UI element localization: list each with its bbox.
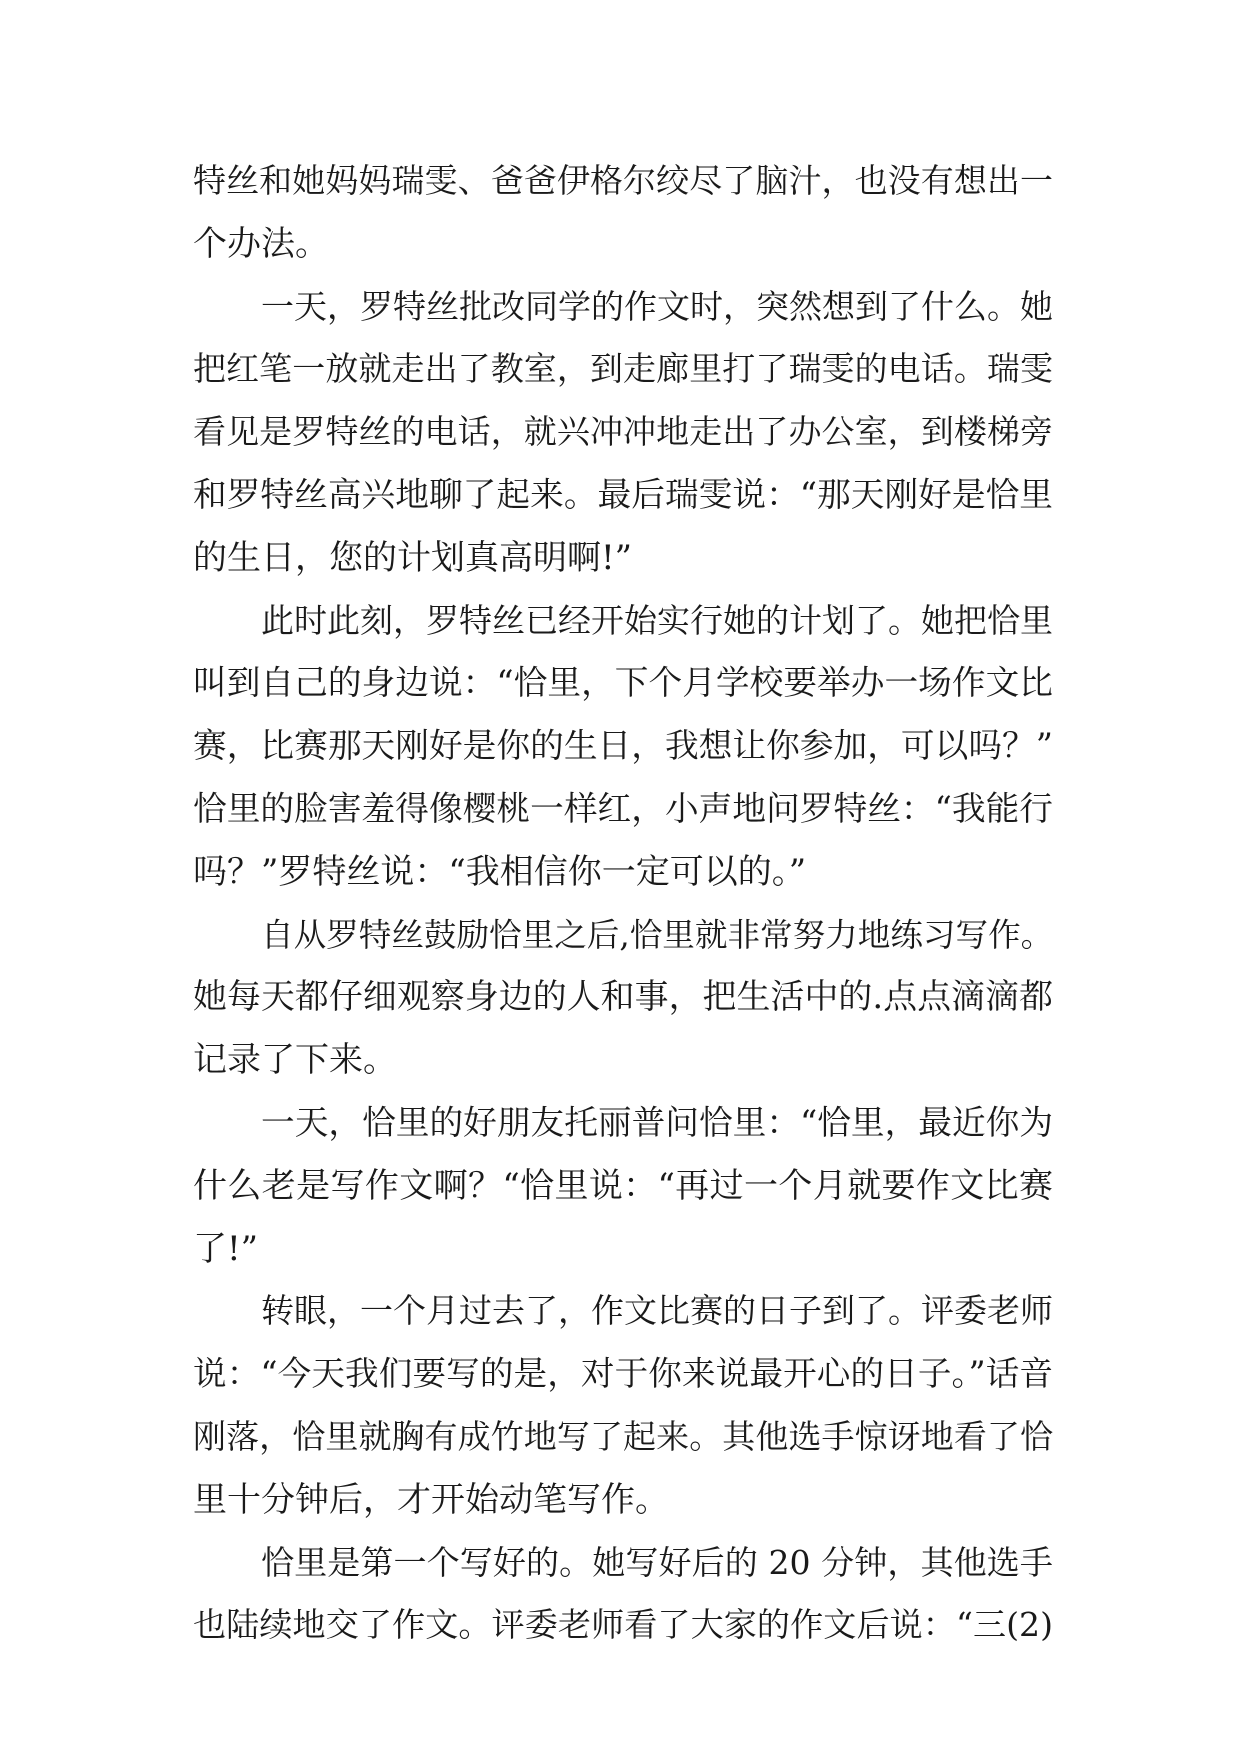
text-line: 个办法。 — [193, 223, 329, 264]
text-line: 自从罗特丝鼓励恰里之后,恰里就非常努力地练习写作。 — [261, 915, 1054, 954]
document-body — [193, 150, 1053, 1657]
text-line: 一天，恰里的好朋友托丽普问恰里：“恰里，最近你为 — [261, 1102, 1054, 1142]
text-line: 把红笔一放就走出了教室，到走廊里打了瑞雯的电话。瑞雯 — [193, 349, 1053, 389]
text-line: 看见是罗特丝的电话，就兴冲冲地走出了办公室，到楼梯旁 — [193, 412, 1053, 452]
text-line: 什么老是写作文啊？“恰里说：“再过一个月就要作文比赛 — [193, 1165, 1053, 1206]
text-line: 了!” — [193, 1228, 259, 1269]
text-line: 她每天都仔细观察身边的人和事，把生活中的.点点滴滴都 — [193, 977, 1053, 1017]
text-line: 说：“今天我们要写的是，对于你来说最开心的日子。”话音 — [193, 1354, 1053, 1394]
text-line: 也陆续地交了作文。评委老师看了大家的作文后说：“三(2) — [193, 1605, 1053, 1645]
text-line: 吗？”罗特丝说：“我相信你一定可以的。” — [193, 851, 807, 892]
text-line: 一天，罗特丝批改同学的作文时，突然想到了什么。她 — [261, 286, 1053, 326]
text-line: 记录了下来。 — [193, 1040, 397, 1081]
text-line: 叫到自己的身边说：“恰里，下个月学校要举办一场作文比 — [193, 663, 1053, 703]
text-line: 和罗特丝高兴地聊了起来。最后瑞雯说：“那天刚好是恰里 — [193, 474, 1053, 514]
text-line: 的生日，您的计划真高明啊!” — [193, 537, 633, 578]
text-line: 特丝和她妈妈瑞雯、爸爸伊格尔绞尽了脑汁，也没有想出一 — [193, 161, 1053, 200]
text-line: 此时此刻，罗特丝已经开始实行她的计划了。她把恰里 — [261, 600, 1053, 640]
text-line: 里十分钟后，才开始动笔写作。 — [193, 1479, 669, 1520]
text-line: 转眼，一个月过去了，作文比赛的日子到了。评委老师 — [261, 1291, 1053, 1331]
text-line: 赛，比赛那天刚好是你的生日，我想让你参加，可以吗？” — [193, 726, 1053, 766]
text-line: 恰里的脸害羞得像樱桃一样红，小声地问罗特丝：“我能行 — [193, 788, 1053, 828]
text-line: 刚落，恰里就胸有成竹地写了起来。其他选手惊讶地看了恰 — [193, 1416, 1053, 1456]
text-line: 恰里是第一个写好的。她写好后的 20 分钟，其他选手 — [261, 1542, 1053, 1582]
